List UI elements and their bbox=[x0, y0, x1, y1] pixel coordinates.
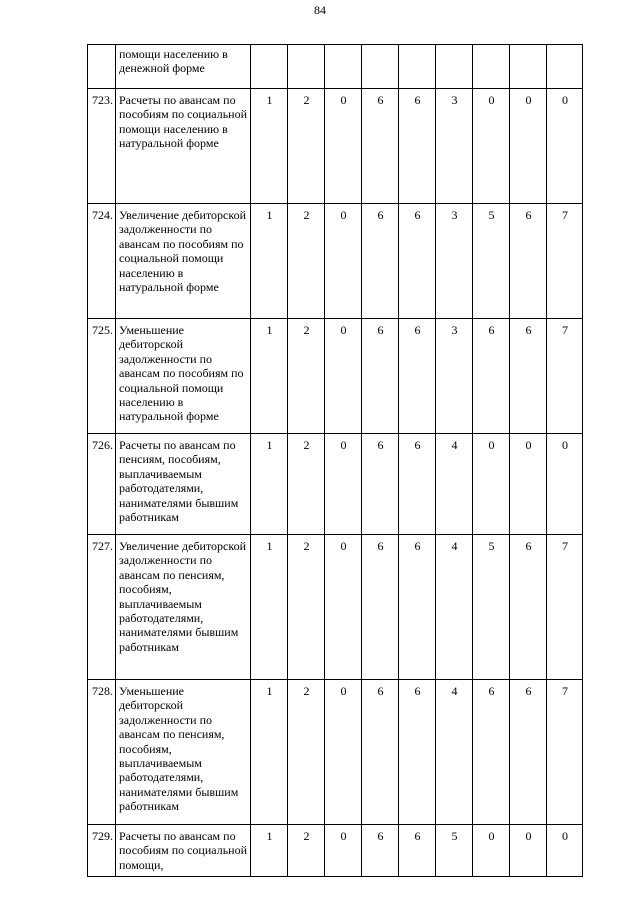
code-digit-1: 1 bbox=[251, 319, 288, 434]
code-digit-7: 0 bbox=[473, 825, 510, 877]
code-digit-9: 0 bbox=[547, 89, 583, 204]
row-number: 725. bbox=[88, 319, 116, 434]
code-digit-8: 0 bbox=[510, 825, 547, 877]
code-digit-6 bbox=[436, 45, 473, 89]
code-digit-7: 5 bbox=[473, 204, 510, 319]
row-number bbox=[88, 45, 116, 89]
code-digit-4: 6 bbox=[362, 680, 399, 825]
row-number: 724. bbox=[88, 204, 116, 319]
code-digit-6: 3 bbox=[436, 89, 473, 204]
code-digit-2: 2 bbox=[288, 434, 325, 535]
table-row bbox=[88, 825, 583, 877]
code-digit-5: 6 bbox=[399, 204, 436, 319]
code-digit-8: 0 bbox=[510, 89, 547, 204]
code-digit-3: 0 bbox=[325, 434, 362, 535]
code-digit-5: 6 bbox=[399, 89, 436, 204]
code-digit-7: 5 bbox=[473, 535, 510, 680]
code-digit-4: 6 bbox=[362, 204, 399, 319]
row-number: 728. bbox=[88, 680, 116, 825]
code-digit-9: 7 bbox=[547, 535, 583, 680]
code-digit-3: 0 bbox=[325, 319, 362, 434]
code-digit-9 bbox=[547, 45, 583, 89]
code-digit-4: 6 bbox=[362, 434, 399, 535]
code-digit-2: 2 bbox=[288, 89, 325, 204]
table-row bbox=[88, 535, 583, 680]
table-row bbox=[88, 89, 583, 204]
row-number: 727. bbox=[88, 535, 116, 680]
code-digit-3: 0 bbox=[325, 680, 362, 825]
code-digit-8 bbox=[510, 45, 547, 89]
code-digit-9: 7 bbox=[547, 204, 583, 319]
code-digit-3: 0 bbox=[325, 825, 362, 877]
account-name: помощи населению в денежной форме bbox=[116, 45, 251, 89]
code-digit-8: 6 bbox=[510, 319, 547, 434]
code-digit-9: 7 bbox=[547, 680, 583, 825]
code-digit-4: 6 bbox=[362, 89, 399, 204]
table-row bbox=[88, 204, 583, 319]
code-digit-7: 0 bbox=[473, 89, 510, 204]
code-digit-5: 6 bbox=[399, 434, 436, 535]
code-digit-2: 2 bbox=[288, 204, 325, 319]
code-digit-5 bbox=[399, 45, 436, 89]
code-digit-6: 4 bbox=[436, 680, 473, 825]
code-digit-3 bbox=[325, 45, 362, 89]
code-digit-4 bbox=[362, 45, 399, 89]
code-digit-6: 3 bbox=[436, 204, 473, 319]
code-digit-6: 4 bbox=[436, 434, 473, 535]
code-digit-3: 0 bbox=[325, 204, 362, 319]
account-name: Уменьшение дебиторской задолженности по авансам по пенсиям, пособиям, выплачиваемым работодателями, нанимателями бывшим работникам bbox=[116, 680, 251, 825]
code-digit-4: 6 bbox=[362, 825, 399, 877]
code-digit-9: 0 bbox=[547, 825, 583, 877]
page-number: 84 bbox=[314, 3, 326, 17]
code-digit-1 bbox=[251, 45, 288, 89]
code-digit-7: 6 bbox=[473, 680, 510, 825]
code-digit-4: 6 bbox=[362, 319, 399, 434]
account-name: Расчеты по авансам по пенсиям, пособиям, выплачиваемым работодателями, нанимателями бывшим работникам bbox=[116, 434, 251, 535]
code-digit-2: 2 bbox=[288, 680, 325, 825]
code-digit-7: 0 bbox=[473, 434, 510, 535]
code-digit-5: 6 bbox=[399, 680, 436, 825]
code-digit-3: 0 bbox=[325, 535, 362, 680]
accounts-table bbox=[87, 44, 583, 877]
code-digit-1: 1 bbox=[251, 680, 288, 825]
table-row bbox=[88, 680, 583, 825]
code-digit-9: 0 bbox=[547, 434, 583, 535]
code-digit-8: 6 bbox=[510, 535, 547, 680]
code-digit-6: 5 bbox=[436, 825, 473, 877]
code-digit-5: 6 bbox=[399, 535, 436, 680]
code-digit-3: 0 bbox=[325, 89, 362, 204]
code-digit-8: 6 bbox=[510, 680, 547, 825]
account-name: Уменьшение дебиторской задолженности по авансам по пособиям по социальной помощи населению в натуральной форме bbox=[116, 319, 251, 434]
table-row bbox=[88, 319, 583, 434]
table-row bbox=[88, 45, 583, 89]
account-name: Расчеты по авансам по пособиям по социальной помощи населению в натуральной форме bbox=[116, 89, 251, 204]
code-digit-9: 7 bbox=[547, 319, 583, 434]
code-digit-2 bbox=[288, 45, 325, 89]
table-row bbox=[88, 434, 583, 535]
row-number: 729. bbox=[88, 825, 116, 877]
code-digit-6: 4 bbox=[436, 535, 473, 680]
code-digit-1: 1 bbox=[251, 535, 288, 680]
code-digit-4: 6 bbox=[362, 535, 399, 680]
account-name: Увеличение дебиторской задолженности по авансам по пособиям по социальной помощи населению в натуральной форме bbox=[116, 204, 251, 319]
code-digit-5: 6 bbox=[399, 319, 436, 434]
code-digit-7 bbox=[473, 45, 510, 89]
account-name: Увеличение дебиторской задолженности по авансам по пенсиям, пособиям, выплачиваемым работодателями, нанимателями бывшим работникам bbox=[116, 535, 251, 680]
code-digit-1: 1 bbox=[251, 89, 288, 204]
code-digit-6: 3 bbox=[436, 319, 473, 434]
code-digit-1: 1 bbox=[251, 434, 288, 535]
row-number: 723. bbox=[88, 89, 116, 204]
row-number: 726. bbox=[88, 434, 116, 535]
code-digit-8: 0 bbox=[510, 434, 547, 535]
table-body bbox=[88, 45, 583, 877]
code-digit-1: 1 bbox=[251, 825, 288, 877]
code-digit-7: 6 bbox=[473, 319, 510, 434]
code-digit-8: 6 bbox=[510, 204, 547, 319]
code-digit-2: 2 bbox=[288, 319, 325, 434]
account-name: Расчеты по авансам по пособиям по социальной помощи, bbox=[116, 825, 251, 877]
code-digit-5: 6 bbox=[399, 825, 436, 877]
code-digit-1: 1 bbox=[251, 204, 288, 319]
code-digit-2: 2 bbox=[288, 535, 325, 680]
code-digit-2: 2 bbox=[288, 825, 325, 877]
